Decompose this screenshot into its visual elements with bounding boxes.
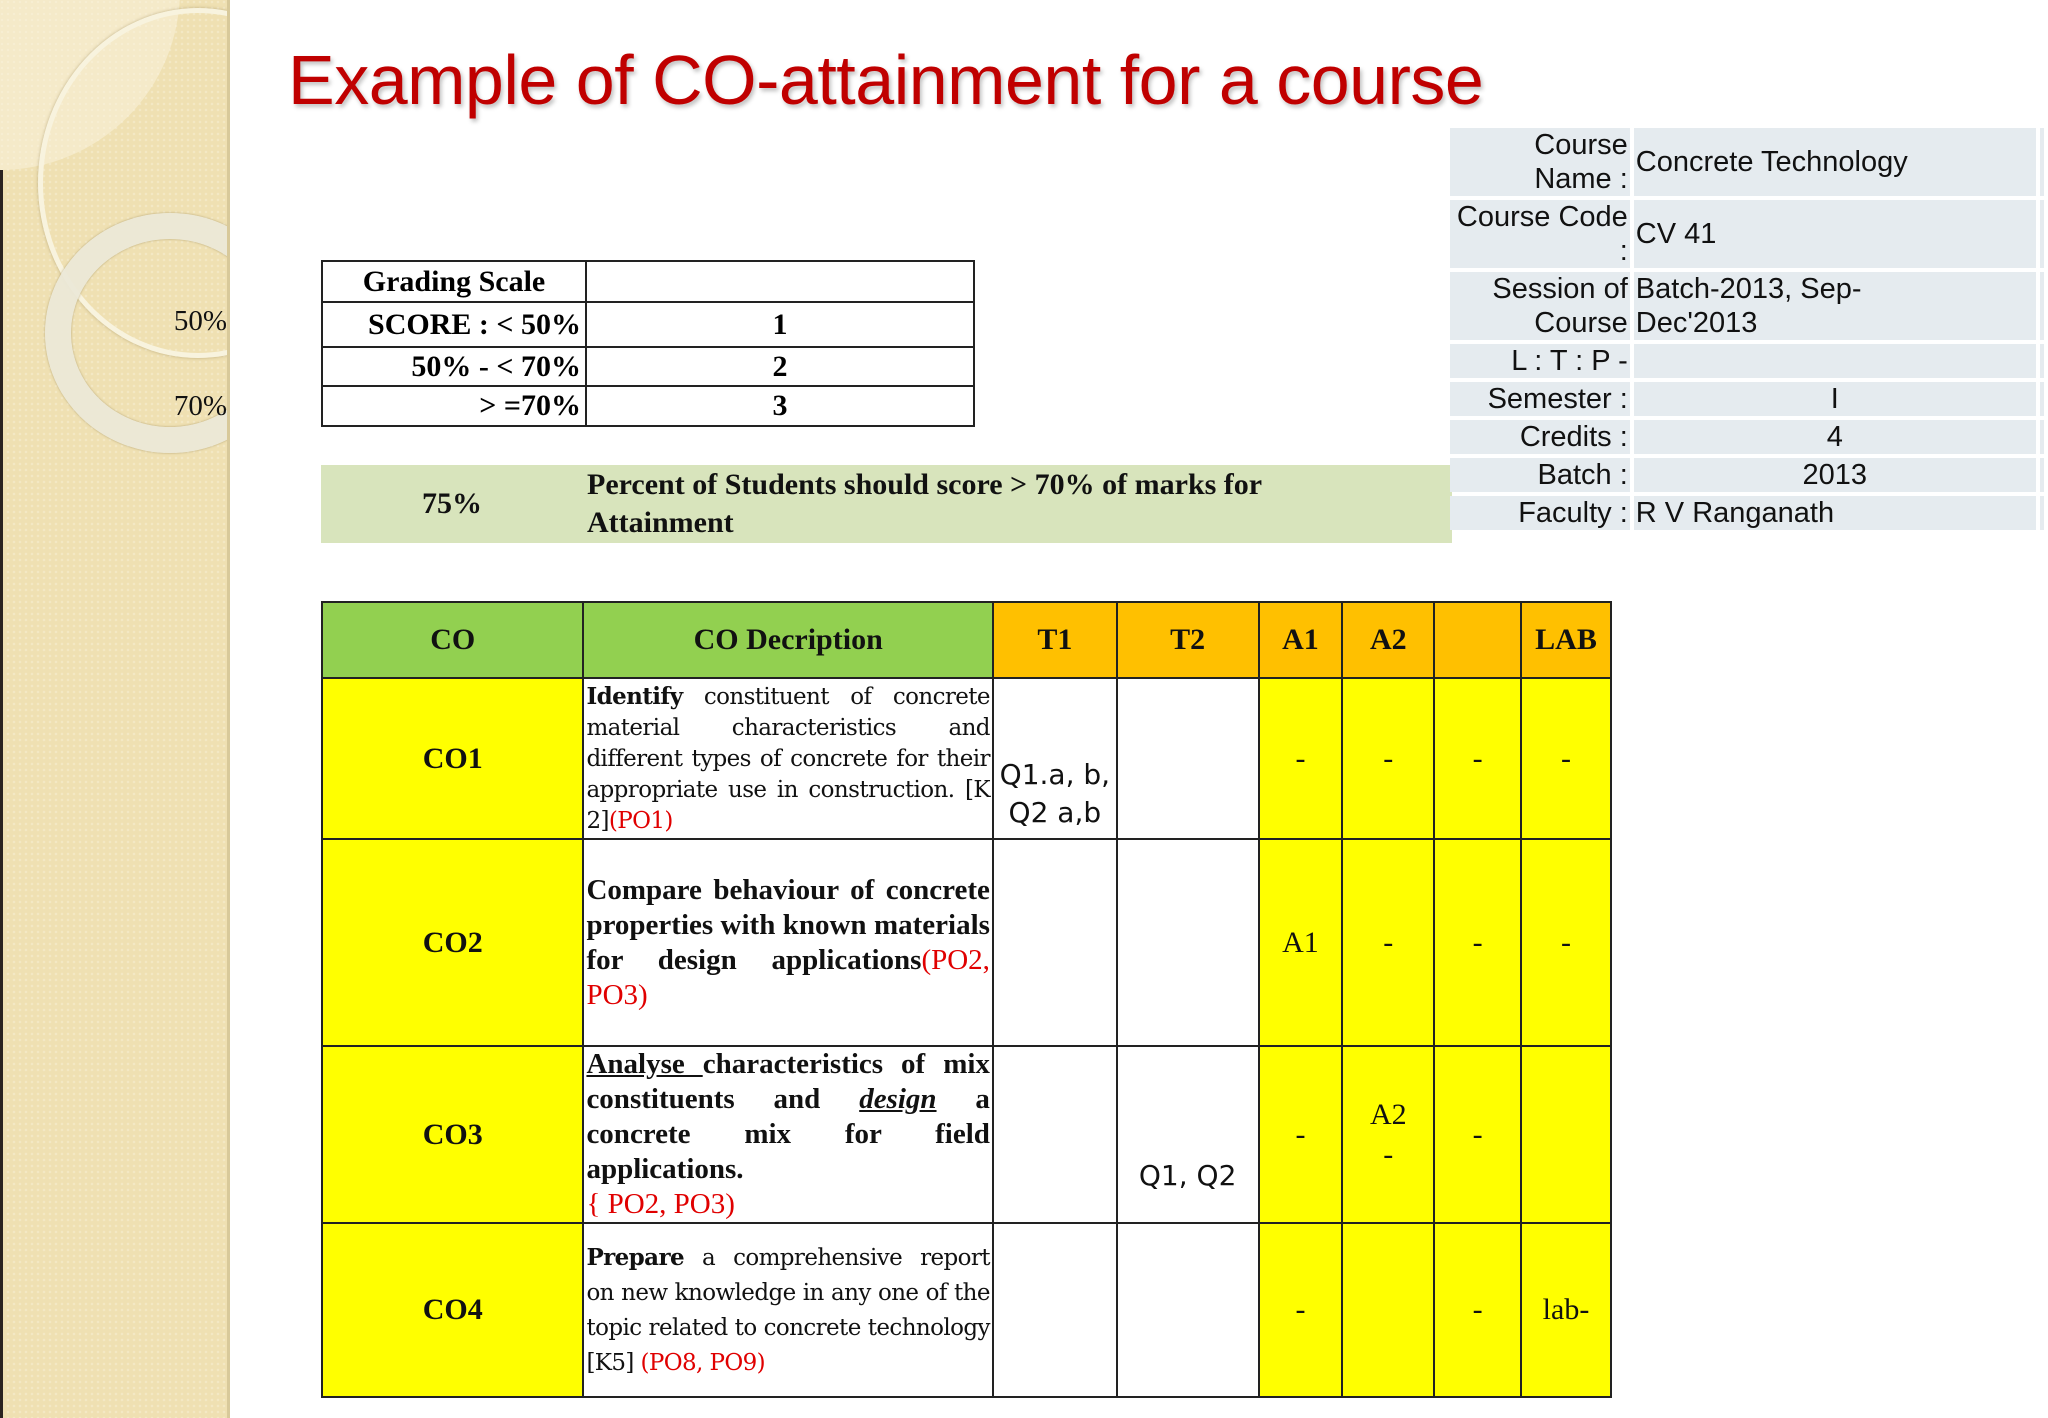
a2-line2: -: [1383, 1137, 1394, 1171]
co-id: CO4: [322, 1223, 583, 1397]
attainment-target-bar: [321, 465, 1452, 543]
info-spacer: [2040, 420, 2044, 454]
header-t1: T1: [993, 602, 1117, 678]
header-t2: T2: [1117, 602, 1259, 678]
info-row: [1450, 420, 2044, 454]
desc-lead: Identify: [586, 682, 683, 710]
grading-row: [322, 386, 974, 426]
info-value: 2013: [1634, 458, 2036, 492]
t2-cell: Q1, Q2: [1117, 1046, 1259, 1223]
t2-cell: [1117, 839, 1259, 1046]
info-value: 4: [1634, 420, 2036, 454]
info-spacer: [2040, 272, 2044, 340]
a2-cell: -: [1342, 678, 1434, 839]
extra-cell: -: [1434, 678, 1521, 839]
side-label-70: 70%: [173, 390, 227, 422]
decorative-side-panel: [0, 0, 230, 1418]
info-value: [1634, 344, 2036, 378]
header-row: [322, 602, 1611, 678]
info-label: L : T : P -: [1450, 344, 1630, 378]
extra-cell: -: [1434, 839, 1521, 1046]
grading-header-blank: [586, 261, 974, 302]
t1-cell: [993, 1046, 1117, 1223]
a1-cell: A1: [1259, 839, 1343, 1046]
desc-po: (PO2, PO3): [586, 943, 990, 1011]
grading-row: [322, 347, 974, 386]
extra-cell: -: [1434, 1223, 1521, 1397]
desc-em: design: [859, 1083, 937, 1115]
grading-range: 50% - < 70%: [322, 347, 586, 386]
info-spacer: [2040, 200, 2044, 268]
target-percent: 75%: [422, 487, 482, 520]
desc-po: (PO1): [608, 807, 673, 834]
info-value: Concrete Technology: [1634, 128, 2036, 196]
info-row: [1450, 458, 2044, 492]
info-row: [1450, 272, 2044, 340]
target-description: Percent of Students should score > 70% of marks for Attainment: [587, 468, 1262, 539]
header-a1: A1: [1259, 602, 1343, 678]
info-value: I: [1634, 382, 2036, 416]
co-description: [583, 1046, 992, 1223]
a1-cell: -: [1259, 678, 1343, 839]
info-label: Faculty :: [1450, 496, 1630, 530]
a2-line1: A2: [1369, 1097, 1407, 1131]
co-description: [583, 678, 992, 839]
header-a2: A2: [1342, 602, 1434, 678]
t1-cell: [993, 839, 1117, 1046]
grading-score: 1: [586, 302, 974, 347]
grading-range: SCORE : < 50%: [322, 302, 586, 347]
table-row-co1: [322, 678, 1611, 839]
co-description: [583, 839, 992, 1046]
side-label-50: 50%: [173, 305, 227, 337]
header-lab: LAB: [1521, 602, 1611, 678]
co-id: CO3: [322, 1046, 583, 1223]
info-label: Credits :: [1450, 420, 1630, 454]
info-spacer: [2040, 382, 2044, 416]
co-id: CO2: [322, 839, 583, 1046]
grading-row: [322, 302, 974, 347]
info-value: Batch-2013, Sep-Dec'2013: [1634, 272, 2036, 340]
info-row: [1450, 382, 2044, 416]
panel-edge: [0, 170, 3, 1418]
table-row-co3: [322, 1046, 1611, 1223]
info-label: Course Name :: [1450, 128, 1630, 196]
co-description: [583, 1223, 992, 1397]
header-blank: [1434, 602, 1521, 678]
t1-line2: Q2 a,b: [1008, 796, 1102, 829]
desc-body: a comprehensive report on new knowledge in any one of the topic related to concrete technology [K5]: [586, 1244, 990, 1376]
info-spacer: [2040, 458, 2044, 492]
lab-cell: [1521, 1046, 1611, 1223]
desc-mid2: a concrete mix for field applications.: [586, 1083, 990, 1185]
course-info-table: [1446, 124, 2048, 534]
a2-cell: -: [1342, 839, 1434, 1046]
desc-body: Compare behaviour of concrete properties with known materials for design applications: [586, 873, 990, 976]
co-mapping-table: [321, 601, 1612, 1398]
grading-score: 3: [586, 386, 974, 426]
a1-cell: -: [1259, 1223, 1343, 1397]
slide-title: Example of CO-attainment for a course: [288, 41, 1484, 119]
info-row: [1450, 128, 2044, 196]
desc-po: { PO2, PO3): [586, 1188, 735, 1220]
grading-header: Grading Scale: [322, 261, 586, 302]
extra-cell: -: [1434, 1046, 1521, 1223]
info-label: Session of Course: [1450, 272, 1630, 340]
lab-cell: -: [1521, 839, 1611, 1046]
t2-cell: [1117, 1223, 1259, 1397]
t1-cell: [993, 1223, 1117, 1397]
grading-score: 2: [586, 347, 974, 386]
lab-cell: -: [1521, 678, 1611, 839]
table-row-co2: [322, 839, 1611, 1046]
t2-cell: [1117, 678, 1259, 839]
header-co-description: CO Decription: [583, 602, 992, 678]
info-label: Semester :: [1450, 382, 1630, 416]
a2-cell: [1342, 1046, 1434, 1223]
co-id: CO1: [322, 678, 583, 839]
a2-cell: [1342, 1223, 1434, 1397]
info-label: Course Code :: [1450, 200, 1630, 268]
desc-mid1: characteristics of mix constituents and: [586, 1048, 990, 1115]
info-spacer: [2040, 128, 2044, 196]
a1-cell: -: [1259, 1046, 1343, 1223]
lab-cell: lab-: [1521, 1223, 1611, 1397]
info-label: Batch :: [1450, 458, 1630, 492]
info-row: [1450, 200, 2044, 268]
grading-header-row: [322, 261, 974, 302]
desc-body: constituent of concrete material characteristics and different types of concrete for their appropriate use in construction. [K 2]: [586, 683, 990, 834]
info-row: [1450, 496, 2044, 530]
grading-scale-table: [321, 260, 975, 427]
header-co: CO: [322, 602, 583, 678]
grading-range: > =70%: [322, 386, 586, 426]
desc-lead: Prepare: [586, 1243, 685, 1271]
info-spacer: [2040, 344, 2044, 378]
desc-po: (PO8, PO9): [640, 1349, 766, 1376]
info-spacer: [2040, 496, 2044, 530]
t1-line1: Q1.a, b,: [999, 758, 1111, 791]
table-row-co4: [322, 1223, 1611, 1397]
desc-lead: Analyse: [586, 1048, 703, 1080]
info-value: R V Ranganath: [1634, 496, 2036, 530]
t1-cell: [993, 678, 1117, 839]
info-value: CV 41: [1634, 200, 2036, 268]
info-row: [1450, 344, 2044, 378]
